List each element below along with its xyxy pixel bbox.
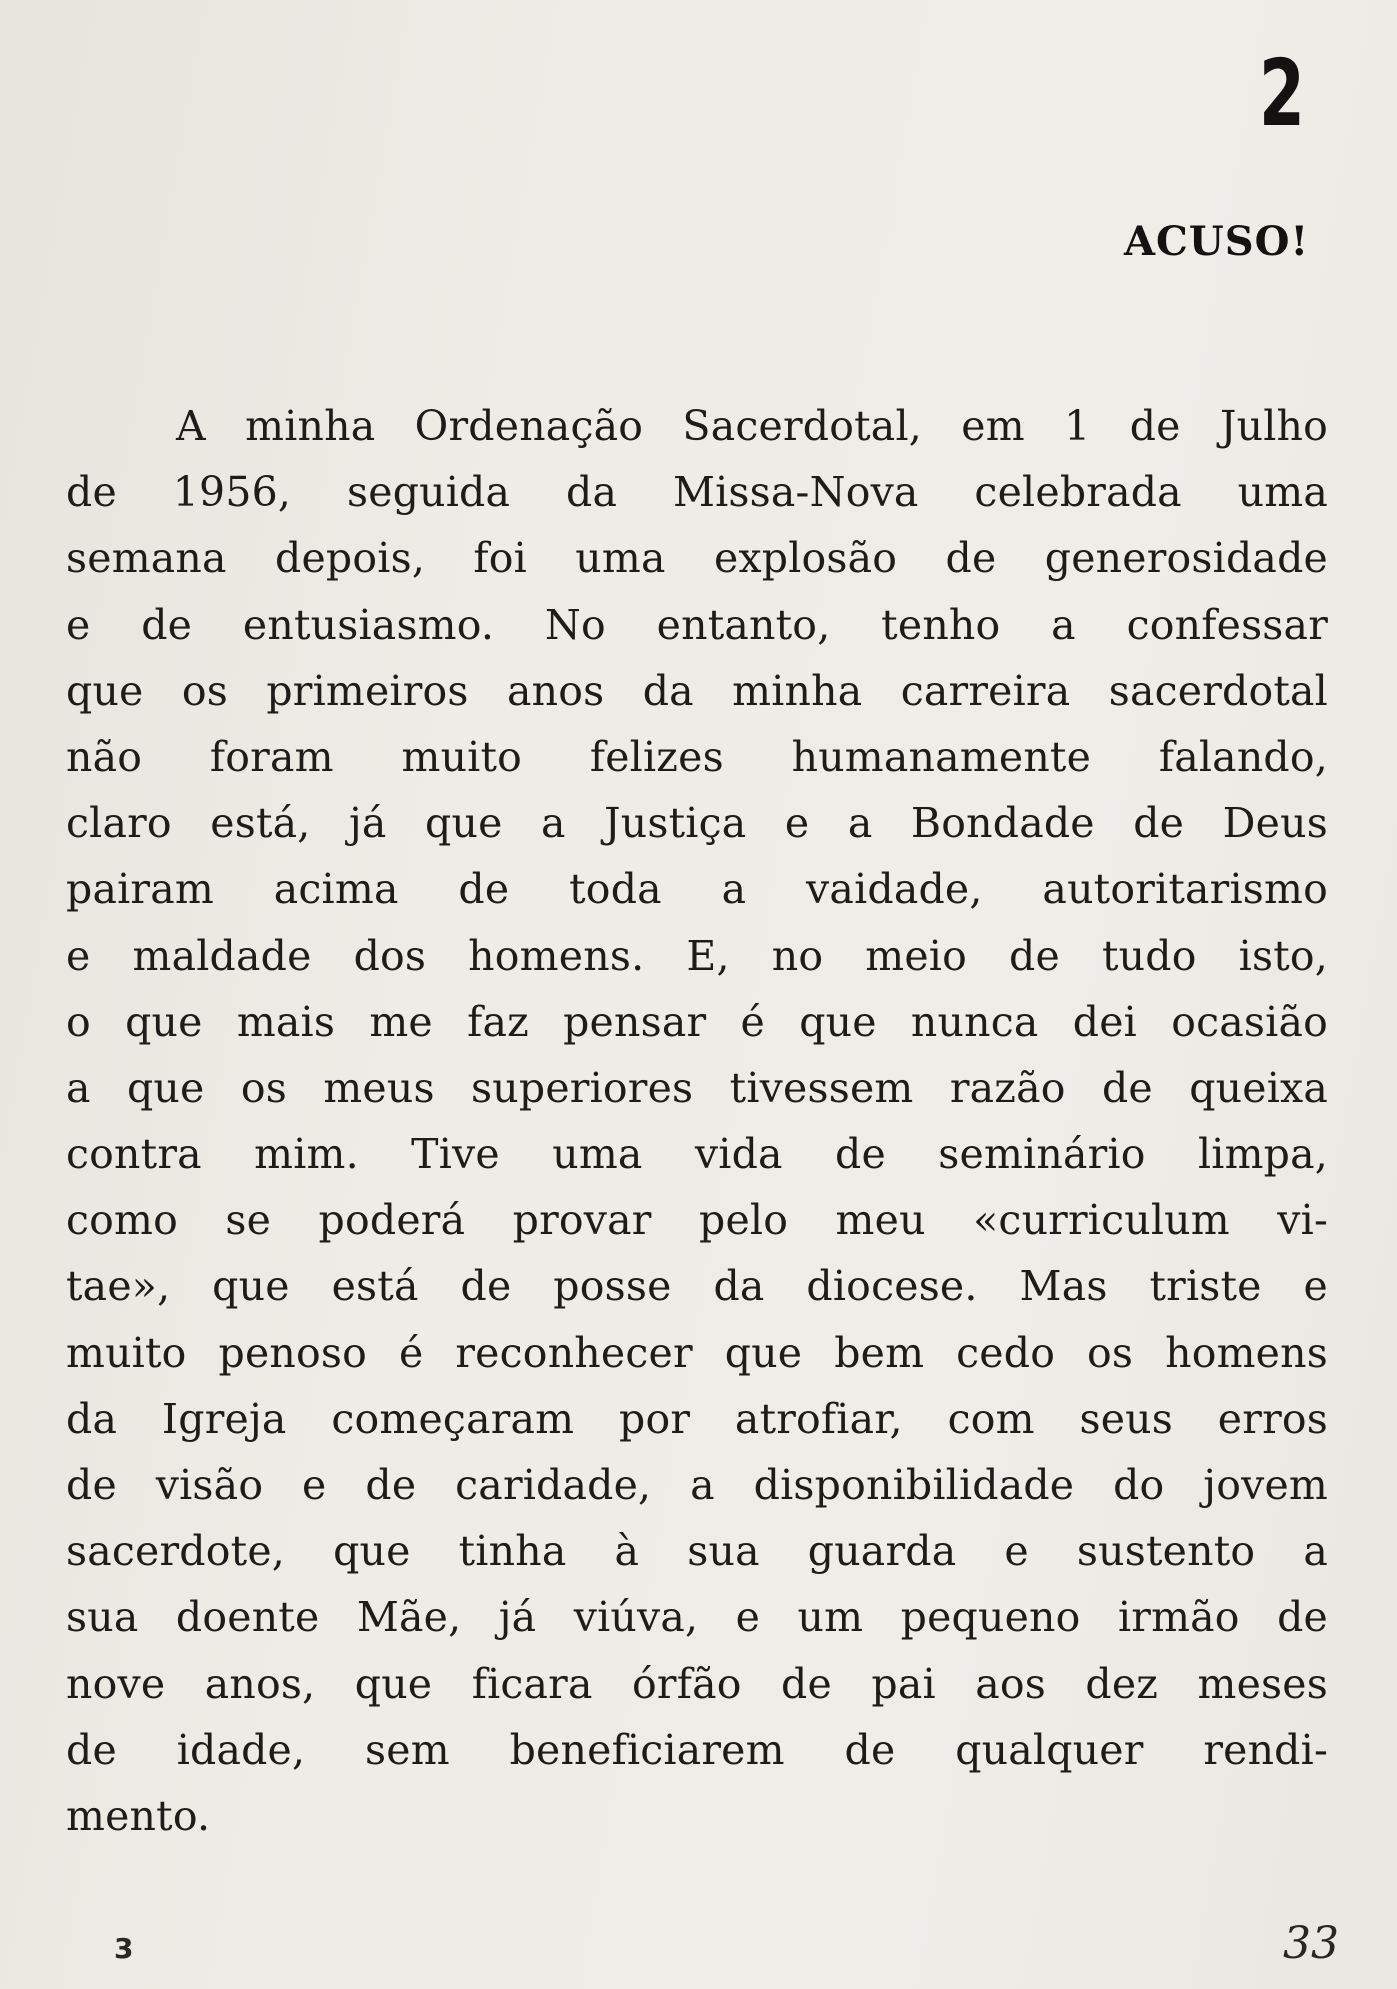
body-paragraph	[66, 393, 1328, 1849]
page-number: 33	[1283, 1918, 1339, 1969]
text-line: não foram muito felizes humanamente falando,	[66, 732, 1328, 781]
text-line: de idade, sem beneficiarem de qualquer rendi-	[66, 1725, 1328, 1774]
text-line: e de entusiasmo. No entanto, tenho a confessar	[66, 600, 1328, 649]
text-line: sacerdote, que tinha à sua guarda e sustento a	[66, 1527, 1328, 1576]
text-line: nove anos, que ficara órfão de pai aos dez meses	[66, 1659, 1328, 1708]
text-line: de visão e de caridade, a disponibilidade do jovem	[66, 1461, 1328, 1509]
text-line: da Igreja começaram por atrofiar, com seus erros	[66, 1394, 1328, 1443]
text-line: como se poderá provar pelo meu «curriculum vi-	[66, 1196, 1328, 1245]
text-line: de 1956, seguida da Missa-Nova celebrada uma	[66, 468, 1328, 517]
text-line: contra mim. Tive uma vida de seminário limpa,	[66, 1130, 1328, 1179]
text-line: semana depois, foi uma explosão de generosidade	[66, 534, 1328, 583]
text-line: tae», que está de posse da diocese. Mas triste e	[66, 1262, 1328, 1311]
text-line: pairam acima de toda a vaidade, autoritarismo	[66, 865, 1328, 914]
text-line: e maldade dos homens. E, no meio de tudo isto,	[66, 931, 1328, 980]
text-line: mento.	[66, 1791, 211, 1840]
text-line: sua doente Mãe, já viúva, e um pequeno irmão de	[66, 1593, 1328, 1642]
text-line: que os primeiros anos da minha carreira sacerdotal	[66, 666, 1328, 715]
text-line: claro está, já que a Justiça e a Bondade de Deus	[66, 799, 1328, 848]
text-line: A minha Ordenação Sacerdotal, em 1 de Julho	[176, 402, 1328, 450]
text-line: muito penoso é reconhecer que bem cedo os homens	[66, 1328, 1328, 1377]
text-line: a que os meus superiores tivessem razão de queixa	[66, 1063, 1328, 1112]
chapter-number: 2	[1258, 40, 1305, 147]
text-line: o que mais me faz pensar é que nunca dei ocasião	[66, 997, 1328, 1046]
chapter-title: ACUSO!	[1123, 218, 1309, 265]
signature-mark: 3	[114, 1932, 134, 1965]
